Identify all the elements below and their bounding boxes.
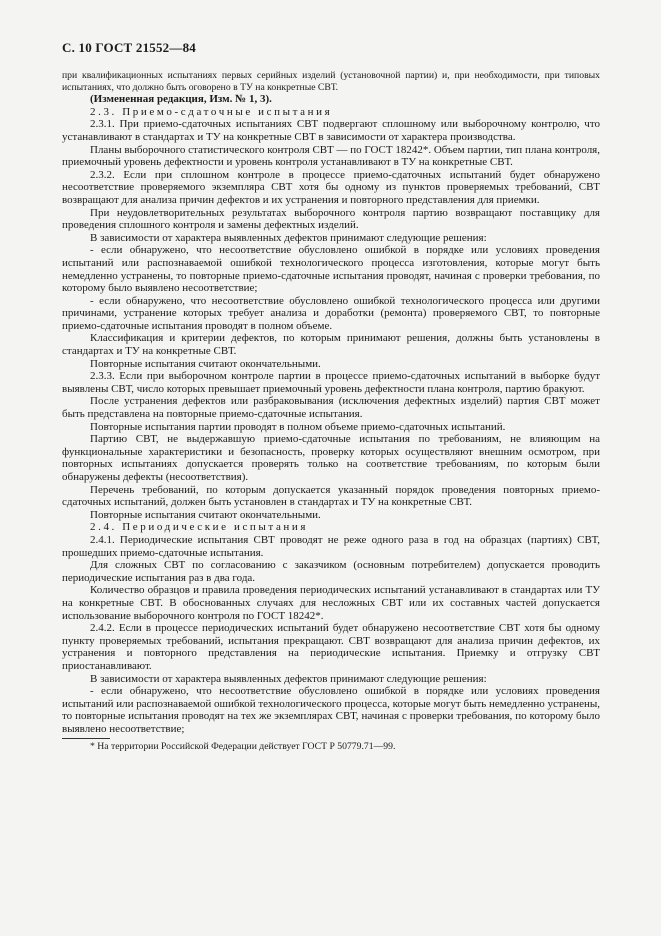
list-item: - если обнаружено, что несоответствие обусловлено ошибкой технологического процесса или другими причинами, устранение которых требует анализа и доработки (ремонта) проверяемого СВТ, то повторные приемо-сдаточные испытания проводят в полном объеме.	[62, 294, 600, 332]
paragraph: Планы выборочного статистического контроля СВТ — по ГОСТ 18242*. Объем партии, тип плана контроля, приемочный уровень дефектности и уровень контроля устанавливают в ТУ на конкретные СВТ.	[62, 143, 600, 169]
section-heading: 2.3. Приемо-сдаточные испытания	[90, 105, 333, 118]
paragraph: 2.3.1. При приемо-сдаточных испытаниях СВТ подвергают сплошному или выборочному контролю, что устанавливают в стандартах и ТУ на конкретные СВТ в зависимости от характера производства.	[62, 118, 600, 143]
paragraph: Повторные испытания считают окончательными.	[90, 508, 321, 521]
paragraph: 2.4.1. Периодические испытания СВТ проводят не реже одного раза в год на образцах (партиях) СВТ, прошедших приемо-сдаточные испытания.	[62, 533, 600, 559]
footnote: * На территории Российской Федерации действует ГОСТ Р 50779.71—99.	[90, 741, 396, 753]
paragraph: Партию СВТ, не выдержавшую приемо-сдаточные испытания по требованиям, не влияющим на функциональные характеристики и безопасность, проверку которых осуществляют внешним осмотром, при повторных испытаниях допускается проверять только на соответствие требованиям, по которым были обнаружены дефекты (несоответствия).	[62, 433, 600, 483]
list-item: - если обнаружено, что несоответствие обусловлено ошибкой в порядке или условиях проведения испытаний или распознаваемой ошибкой технологического процесса, которые могут быть немедленно устранены, то повторные испытания проводят на тех же экземплярах СВТ, начиная с проверки требования, по которому было выявлено несоответствие;	[62, 685, 600, 735]
amendment-note: (Измененная редакция, Изм. № 1, 3).	[90, 93, 272, 106]
paragraph: В зависимости от характера выявленных дефектов принимают следующие решения:	[90, 231, 487, 244]
paragraph: После устранения дефектов или разбраковывания (исключения дефектных изделий) партия СВТ может быть представлена на повторные приемо-сдаточные испытания.	[62, 395, 600, 421]
document-body	[62, 70, 600, 753]
paragraph: Для сложных СВТ по согласованию с заказчиком (основным потребителем) допускается проводить периодические испытания раз в два года.	[62, 559, 600, 584]
section-heading: 2.4. Периодические испытания	[90, 521, 309, 534]
paragraph: Повторные испытания считают окончательными.	[90, 357, 321, 370]
paragraph: Количество образцов и правила проведения периодических испытаний устанавливают в стандартах или ТУ на конкретные СВТ. В обоснованных случаях для несложных СВТ или их составных частей допускается использование выборочного контроля по ГОСТ 18242*.	[62, 584, 600, 622]
paragraph: Повторные испытания партии проводят в полном объеме приемо-сдаточных испытаний.	[90, 420, 506, 433]
paragraph: 2.4.2. Если в процессе периодических испытаний будет обнаружено несоответствие СВТ хотя бы одному пункту проверяемых требований, испытания прекращают. СВТ возвращают для анализа причин дефектов, их устранения и повторного представления на периодические испытания. Приемку и отгрузку СВТ приостанавливают.	[62, 622, 600, 672]
paragraph: 2.3.2. Если при сплошном контроле в процессе приемо-сдаточных испытаний будет обнаружено несоответствие проверяемого экземпляра СВТ хотя бы одному из пунктов проверяемых требований, СВТ возвращают для анализа причин дефектов и их устранения и повторного представления для приемки.	[62, 168, 600, 206]
page-header: С. 10 ГОСТ 21552—84	[62, 40, 196, 55]
paragraph: Перечень требований, по которым допускается указанный порядок проведения повторных приемо-сдаточных испытаний, должен быть установлен в стандартах и ТУ на конкретные СВТ.	[62, 483, 600, 509]
footnote-divider	[62, 738, 110, 739]
list-item: - если обнаружено, что несоответствие обусловлено ошибкой в порядке или условиях проведения испытаний или распознаваемой ошибкой технологического процесса изготовления, которые могут быть немедленно устранены, то повторные приемо-сдаточные испытания проводят, начиная с проверки требования, по которому было выявлено несоответствие;	[62, 244, 600, 295]
paragraph: При неудовлетворительных результатах выборочного контроля партию возвращают поставщику для проведения сплошного контроля и замены дефектных изделий.	[62, 206, 600, 232]
paragraph: Классификация и критерии дефектов, по которым принимают решения, должны быть установлены в стандартах и ТУ на конкретные СВТ.	[62, 332, 600, 358]
paragraph: 2.3.3. Если при выборочном контроле партии в процессе приемо-сдаточных испытаний в выборке будут выявлены СВТ, число которых превышает приемочный уровень дефектности плана контроля, партию бракуют.	[62, 370, 600, 395]
paragraph: при квалификационных испытаниях первых серийных изделий (установочной партии) и, при необходимости, при типовых испытаниях, что должно быть оговорено в ТУ на конкретные СВТ.	[62, 70, 600, 93]
paragraph: В зависимости от характера выявленных дефектов принимают следующие решения:	[90, 672, 487, 685]
